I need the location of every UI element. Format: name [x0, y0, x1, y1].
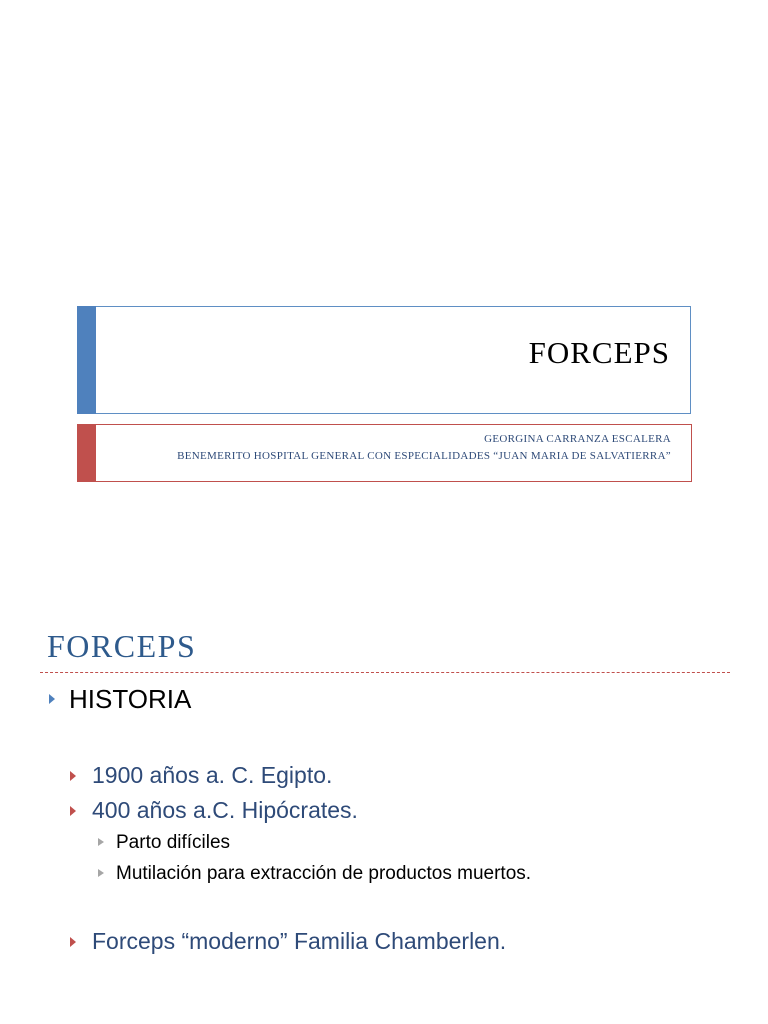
- institution-name: BENEMERITO HOSPITAL GENERAL CON ESPECIALIDADES “JUAN MARIA DE SALVATIERRA”: [177, 450, 671, 462]
- bullet-arrow-icon: [70, 771, 76, 781]
- list-item: [92, 762, 332, 789]
- bullet-text: 400 años a.C. Hipócrates.: [92, 797, 358, 823]
- list-item: [92, 797, 358, 824]
- slide-title: FORCEPS: [528, 335, 670, 370]
- bullet-arrow-icon: [70, 937, 76, 947]
- list-subitem: [116, 832, 230, 854]
- bullet-arrow-icon: [98, 838, 104, 846]
- list-subitem: [116, 863, 531, 885]
- title-divider: [40, 672, 730, 673]
- bullet-text: Forceps “moderno” Familia Chamberlen.: [92, 928, 507, 954]
- subtitle-accent-bar: [77, 424, 96, 482]
- bullet-arrow-icon: [49, 694, 55, 704]
- bullet-text: Mutilación para extracción de productos muertos.: [116, 863, 532, 884]
- bullet-arrow-icon: [70, 806, 76, 816]
- author-name: GEORGINA CARRANZA ESCALERA: [484, 433, 671, 445]
- bullet-text: 1900 años a. C. Egipto.: [92, 762, 333, 788]
- bullet-text: Parto difíciles: [116, 832, 231, 853]
- list-item: [92, 928, 506, 955]
- bullet-text: HISTORIA: [69, 684, 192, 714]
- subtitle-box: [77, 424, 692, 482]
- title-accent-bar: [77, 306, 96, 414]
- bullet-historia: [69, 684, 191, 715]
- slide2-title: FORCEPS: [47, 628, 197, 664]
- title-box: [77, 306, 691, 414]
- bullet-arrow-icon: [98, 869, 104, 877]
